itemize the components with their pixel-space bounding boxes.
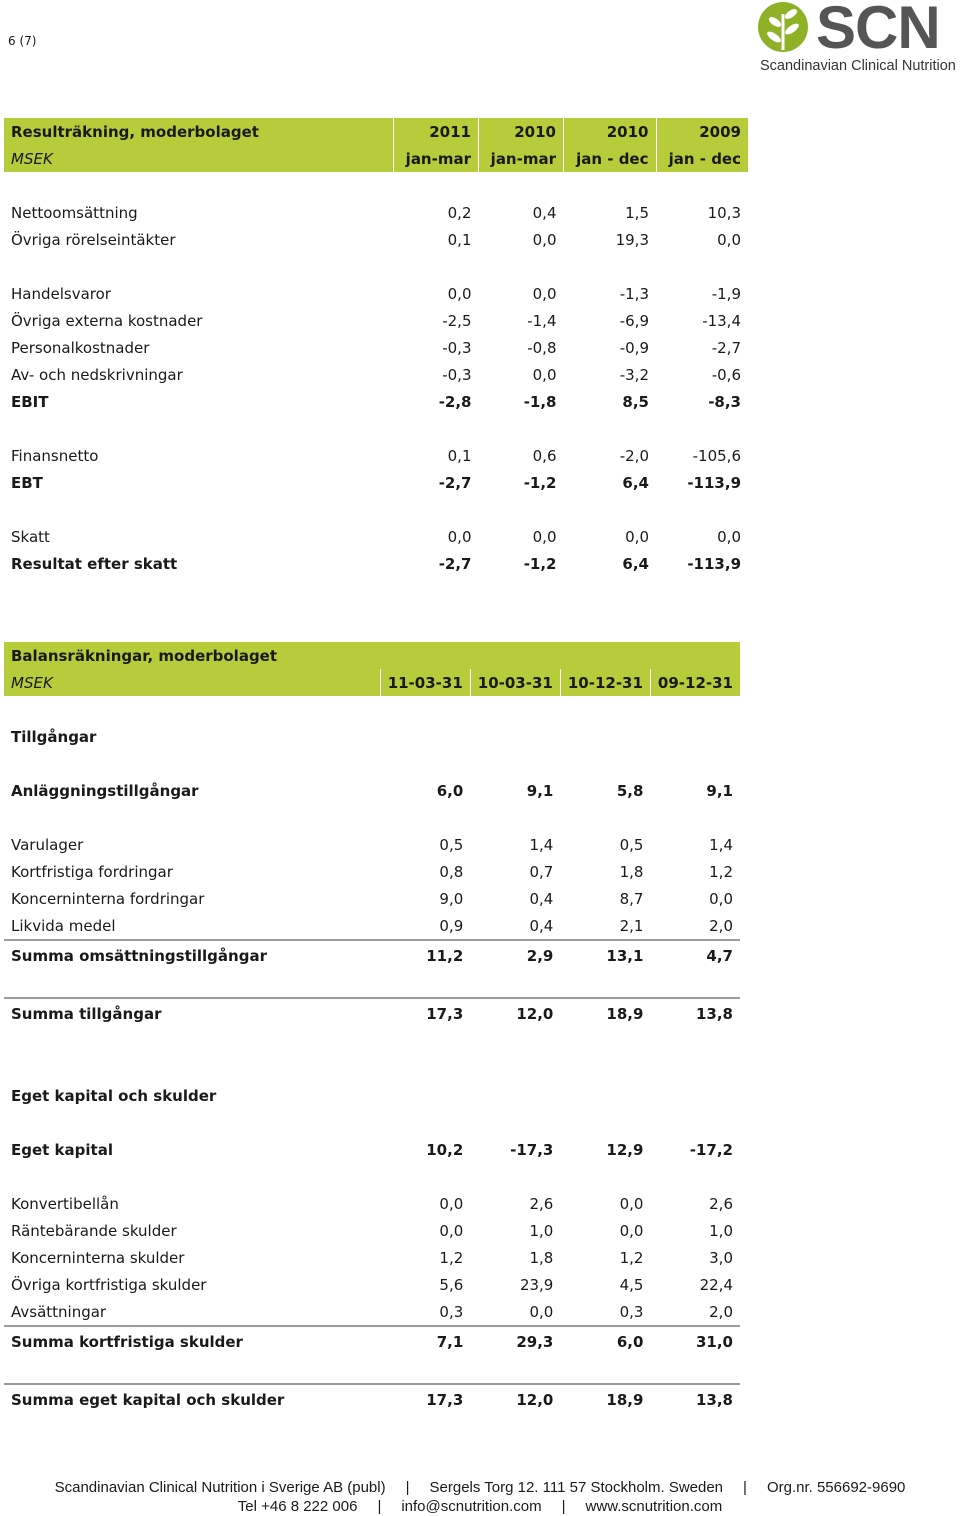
column-date: 10-03-31: [470, 669, 560, 696]
table-row: Övriga kortfristiga skulder 5,6 23,9 4,5 22,4: [11, 1275, 733, 1294]
unit-label: MSEK: [4, 145, 394, 172]
table-row: Personalkostnader -0,3 -0,8 -0,9 -2,7: [11, 338, 741, 357]
footer-address: Sergels Torg 12. 111 57 Stockholm. Sweden: [429, 1479, 724, 1496]
table-row: Koncerninterna skulder 1,2 1,8 1,2 3,0: [11, 1248, 733, 1267]
column-year: 2011: [394, 118, 479, 145]
column-date: 10-12-31: [560, 669, 650, 696]
page-number: 6 (7): [8, 34, 37, 48]
income-statement-table: [4, 118, 748, 577]
table-row: Avsättningar 0,3 0,0 0,3 2,0: [11, 1302, 733, 1321]
leaf-logo-icon: [756, 0, 816, 60]
column-period: jan-mar: [479, 145, 564, 172]
table-row-sum: Summa kortfristiga skulder 7,1 29,3 6,0 31,0: [4, 1326, 740, 1356]
table-row-sum: Summa omsättningstillgångar 11,2 2,9 13,1 4,7: [4, 940, 740, 970]
table-row: Övriga rörelseintäkter 0,1 0,0 19,3 0,0: [11, 230, 741, 249]
table-row-net-result: Resultat efter skatt -2,7 -1,2 6,4 -113,9: [11, 554, 741, 573]
footer-line-2: Tel +46 8 222 006 | info@scnutrition.com | www.scnutrition.com: [237, 1498, 723, 1515]
column-date: 09-12-31: [650, 669, 740, 696]
table-row-ebit: EBIT -2,8 -1,8 8,5 -8,3: [11, 392, 741, 411]
table-row: Likvida medel 0,9 0,4 2,1 2,0: [11, 916, 733, 935]
column-period: jan - dec: [656, 145, 748, 172]
logo-subtitle: Scandinavian Clinical Nutrition: [760, 58, 956, 74]
footer-line-1: Scandinavian Clinical Nutrition i Sverige AB (publ) | Sergels Torg 12. 111 57 Stockholm. Sweden | Org.nr. 556692-9690: [54, 1479, 906, 1496]
footer-website[interactable]: www.scnutrition.com: [585, 1498, 723, 1515]
table-row: Av- och nedskrivningar -0,3 0,0 -3,2 -0,6: [11, 365, 741, 384]
table-row: Skatt 0,0 0,0 0,0 0,0: [11, 527, 741, 546]
table-row: Koncerninterna fordringar 9,0 0,4 8,7 0,0: [11, 889, 733, 908]
table-subheader-row: [4, 669, 740, 696]
table-title: Balansräkningar, moderbolaget: [4, 642, 740, 669]
footer-email[interactable]: info@scnutrition.com: [401, 1498, 542, 1515]
table-row: Nettoomsättning 0,2 0,4 1,5 10,3: [11, 203, 741, 222]
table-row: Handelsvaror 0,0 0,0 -1,3 -1,9: [11, 284, 741, 303]
table-title: Resulträkning, moderbolaget: [4, 118, 394, 145]
section-heading-assets: Tillgångar: [11, 727, 97, 746]
table-row: Varulager 0,5 1,4 0,5 1,4: [11, 835, 733, 854]
table-row: Anläggningstillgångar 6,0 9,1 5,8 9,1: [11, 781, 733, 800]
unit-label: MSEK: [4, 669, 380, 696]
column-period: jan-mar: [394, 145, 479, 172]
table-row-ebt: EBT -2,7 -1,2 6,4 -113,9: [11, 473, 741, 492]
table-row: Övriga externa kostnader -2,5 -1,4 -6,9 -13,4: [11, 311, 741, 330]
logo-wordmark: SCN: [816, 0, 940, 61]
company-logo: [756, 0, 960, 78]
table-row: Kortfristiga fordringar 0,8 0,7 1,8 1,2: [11, 862, 733, 881]
column-date: 11-03-31: [380, 669, 470, 696]
table-row: Konvertibellån 0,0 2,6 0,0 2,6: [11, 1194, 733, 1213]
table-row: Räntebärande skulder 0,0 1,0 0,0 1,0: [11, 1221, 733, 1240]
table-subheader-row: [4, 145, 748, 172]
table-row-sum: Summa tillgångar 17,3 12,0 18,9 13,8: [4, 998, 740, 1028]
table-row: Eget kapital 10,2 -17,3 12,9 -17,2: [11, 1140, 733, 1159]
footer-orgnr: Org.nr. 556692-9690: [766, 1479, 906, 1496]
section-heading-equity-liabilities: Eget kapital och skulder: [11, 1086, 217, 1105]
footer-phone: Tel +46 8 222 006: [237, 1498, 358, 1515]
column-year: 2010: [564, 118, 657, 145]
column-period: jan - dec: [564, 145, 657, 172]
column-year: 2009: [656, 118, 748, 145]
table-header-row: [4, 642, 740, 669]
table-header-row: [4, 118, 748, 145]
table-row-sum: Summa eget kapital och skulder 17,3 12,0 18,9 13,8: [4, 1384, 740, 1414]
footer-company: Scandinavian Clinical Nutrition i Sverige AB (publ): [54, 1479, 386, 1496]
balance-sheet-table: [4, 642, 740, 1414]
column-year: 2010: [479, 118, 564, 145]
table-row: Finansnetto 0,1 0,6 -2,0 -105,6: [11, 446, 741, 465]
